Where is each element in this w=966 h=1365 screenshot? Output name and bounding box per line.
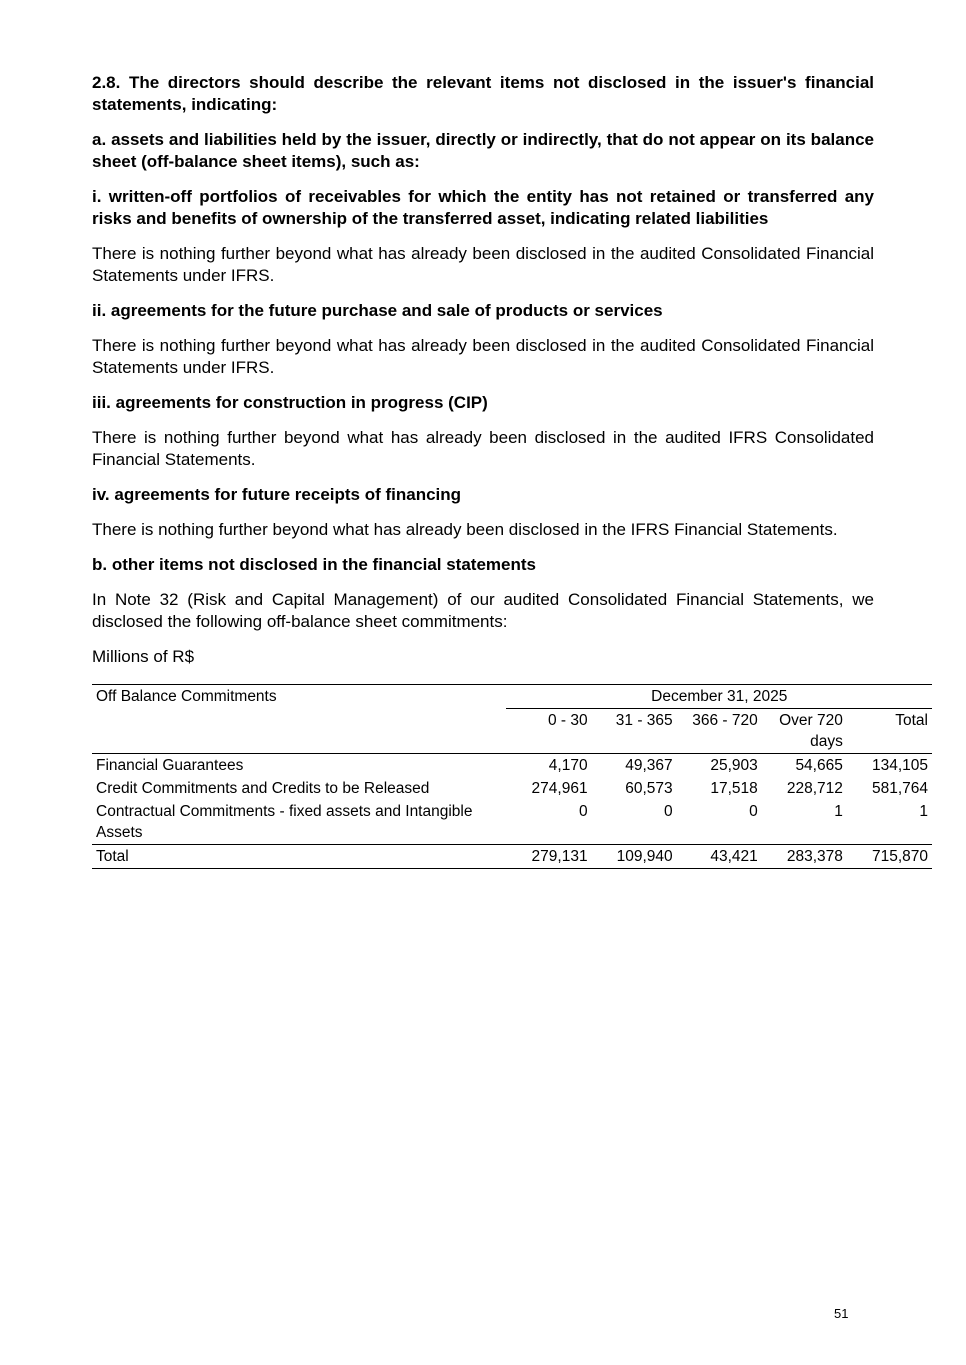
row-label: Contractual Commitments - fixed assets and Intangible Assets (96, 803, 473, 841)
item-ii-text: There is nothing further beyond what has already been disclosed in the audited Consolidated Financial Statements under IFRS. (92, 336, 874, 377)
item-iv-title: iv. agreements for future receipts of financing (92, 485, 462, 504)
cell-value: 60,573 (625, 780, 673, 797)
section-b-text: In Note 32 (Risk and Capital Management) of our audited Consolidated Financial Statements, we disclosed the following off-balance sheet commitments: (92, 590, 874, 631)
units-label: Millions of R$ (92, 647, 195, 666)
cell-value: 0 (578, 803, 588, 820)
cell-value: 134,105 (871, 757, 928, 774)
cell-value: 25,903 (710, 757, 758, 774)
document-page (92, 72, 928, 869)
table-row (92, 777, 932, 800)
col-header: 31 - 365 (592, 709, 677, 754)
item-ii-title: ii. agreements for the future purchase and sale of products or services (92, 301, 663, 320)
total-value: 283,378 (762, 845, 847, 869)
date-header: December 31, 2025 (506, 685, 932, 709)
item-i-text: There is nothing further beyond what has already been disclosed in the audited Consolidated Financial Statements under IFRS. (92, 244, 874, 285)
label-header: Off Balance Commitments (92, 685, 506, 709)
item-i-title: i. written-off portfolios of receivables for which the entity has not retained or transferred any risks and benefits of ownership of the transferred asset, indicating related liabilities (92, 187, 874, 228)
page-number: 51 (834, 1306, 849, 1321)
cell-value: 49,367 (625, 757, 673, 774)
cell-value: 4,170 (548, 757, 588, 774)
cell-value: 228,712 (786, 780, 843, 797)
cell-value: 581,764 (871, 780, 928, 797)
cell-value: 0 (664, 803, 673, 820)
cell-value: 274,961 (531, 780, 588, 797)
col-header: Over 720 days (762, 709, 847, 754)
cell-value: 1 (919, 803, 928, 820)
cell-value: 0 (749, 803, 758, 820)
section-heading: 2.8. The directors should describe the relevant items not disclosed in the issuer's financial statements, indicating: (92, 73, 874, 114)
cell-value: 17,518 (710, 780, 758, 797)
cell-value: 54,665 (795, 757, 843, 774)
cell-value: 1 (834, 803, 843, 820)
col-header: 366 - 720 (677, 709, 762, 754)
col-header: 0 - 30 (506, 709, 591, 754)
section-a-title: a. assets and liabilities held by the issuer, directly or indirectly, that do not appear on its balance sheet (off-balance sheet items), such as: (92, 130, 874, 171)
total-label: Total (92, 845, 506, 869)
total-value: 43,421 (677, 845, 762, 869)
col-header: Total (847, 709, 932, 754)
table-header-row (92, 685, 932, 709)
item-iv-text: There is nothing further beyond what has already been disclosed in the IFRS Financial Statements. (92, 520, 838, 539)
total-row (92, 845, 932, 869)
table-row (92, 754, 932, 778)
off-balance-table (92, 684, 932, 869)
row-label: Credit Commitments and Credits to be Released (96, 780, 430, 797)
total-value: 109,940 (592, 845, 677, 869)
item-iii-title: iii. agreements for construction in progress (CIP) (92, 393, 488, 412)
item-iii-text: There is nothing further beyond what has already been disclosed in the audited IFRS Consolidated Financial Statements. (92, 428, 874, 469)
table-row (92, 800, 932, 845)
total-value: 279,131 (506, 845, 591, 869)
row-label: Financial Guarantees (96, 757, 244, 774)
period-header-row (92, 709, 932, 754)
total-value: 715,870 (847, 845, 932, 869)
section-b-title: b. other items not disclosed in the financial statements (92, 555, 536, 574)
